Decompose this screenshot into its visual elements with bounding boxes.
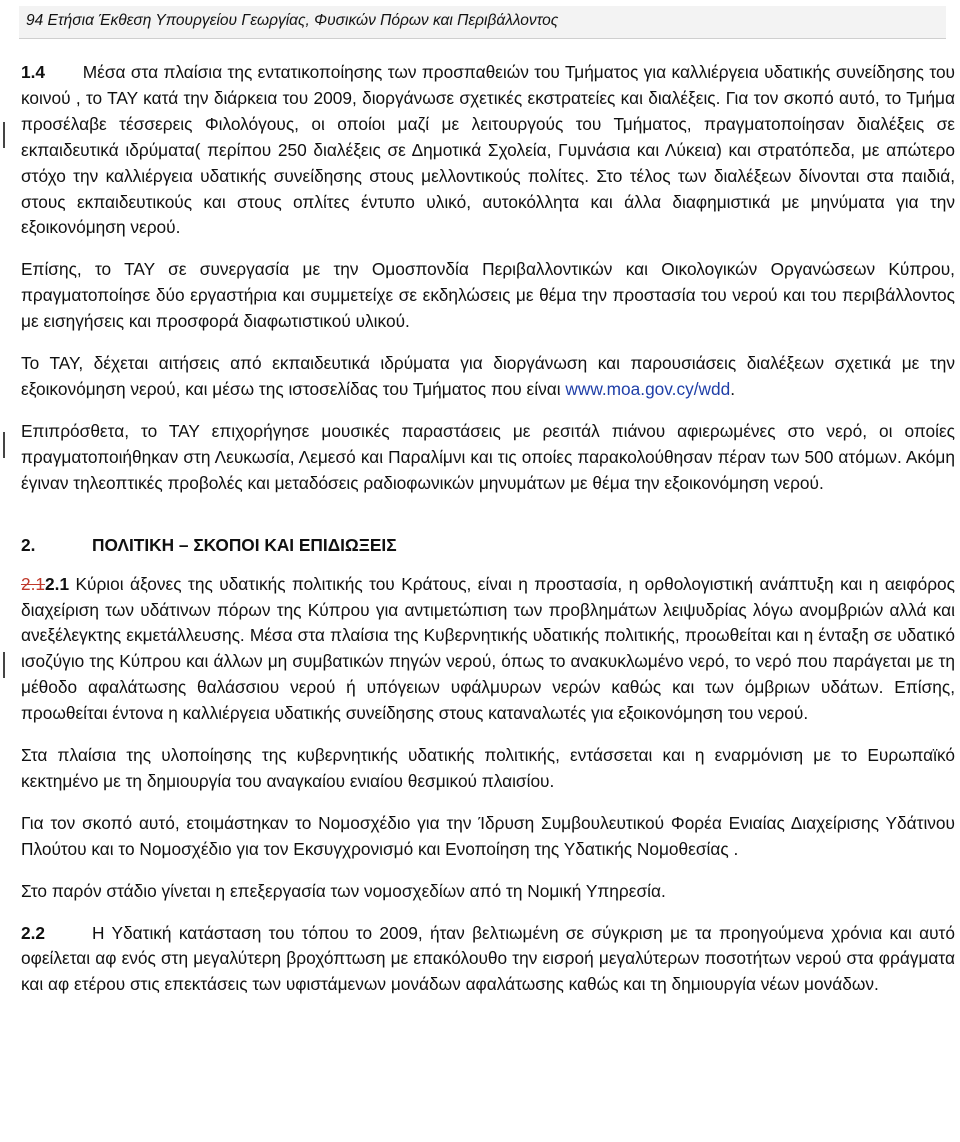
website-link[interactable]: www.moa.gov.cy/wdd — [565, 378, 731, 399]
running-header — [19, 6, 946, 39]
section-1-4-paragraph — [21, 60, 955, 241]
paragraph-text: Το ΤΑΥ, δέχεται αιτήσεις από εκπαιδευτικά ιδρύματα για διοργάνωση και παρουσιάσεις διαλέξεων σχετικά με την εξοικονόμηση νερού, και μέσω της ιστοσελίδας του Τμήματος που είναι — [21, 353, 955, 399]
section-number: 2.2 — [21, 922, 46, 943]
change-bar — [3, 652, 5, 678]
section-2-2-paragraph — [21, 921, 955, 999]
deleted-number: 2.1 — [21, 573, 46, 594]
section-2-1-paragraph — [21, 572, 955, 727]
paragraph-end: . — [730, 378, 736, 399]
section-2-heading — [21, 532, 955, 558]
section-number: 1.4 — [21, 62, 46, 82]
paragraph-concerts: Επιπρόσθετα, το ΤΑΥ επιχορήγησε μουσικές παραστάσεις με ρεσιτάλ πιάνου αφιερωμένες στο νερό, οι οποίες πραγματοποιήθηκαν στη Λευκωσία, Λεμεσό και Παραλίμνι και τις οποίες παρακολούθησαν πέραν των 500 ατόμων. Ακόμη έγιναν τηλεοπτικές προβολές και μεταδόσεις ραδιοφωνικών μηνυμάτων με θέμα την εξοικονόμηση νερού. — [21, 420, 955, 493]
section-number: 2. — [21, 534, 36, 555]
paragraph-cooperation: Επίσης, το ΤΑΥ σε συνεργασία με την Ομοσπονδία Περιβαλλοντικών και Οικολογικών Οργανώσεων Κύπρου, πραγματοποίησε δύο εργαστήρια και συμμετείχε σε εκδηλώσεις με θέμα την προστασία του νερού και του περιβάλλοντος με εισηγήσεις και προσφορά διαφωτιστικού υλικού. — [21, 259, 955, 332]
paragraph-text: Κύριοι άξονες της υδατικής πολιτικής του Κράτους, είναι η προστασία, η ορθολογιστική ανάπτυξη και η αειφόρος διαχείριση των υδάτινων πόρων της Κύπρου για αντιμετώπιση των προβλημάτων λειψυδρίας λόγω ανομβριών αλλά και ανεξέλεγκτης εκμετάλλευσης. Μέσα στα πλαίσια της Κυβερνητικής υδατικής πολιτικής, προωθείται και η ένταξη σε υδατικό ισοζύγιο της Κύπρου και άλλων μη συμβατικών πηγών νερού, όπως το ανακυκλωμένο νερό, το νερό που παράγεται με τη μέθοδο αφαλάτωσης θαλάσσιου νερού ή υπόγειων υφάλμυρων νερών καθώς και των όμβριων υδάτων. Επίσης, προωθείται έντονα η καλλιέργεια υδατικής συνείδησης στους καταναλωτές για εξοικονόμηση του νερού. — [21, 573, 955, 724]
paragraph-bills: Για τον σκοπό αυτό, ετοιμάστηκαν το Νομοσχέδιο για την Ίδρυση Συμβουλευτικού Φορέα Ενιαίας Διαχείρισης Υδάτινου Πλούτου και το Νομοσχέδιο για τον Εκσυγχρονισμό και Ενοποίηση της Υδατικής Νομοθεσίας . — [21, 812, 955, 859]
section-title: ΠΟΛΙΤΙΚΗ – ΣΚΟΠΟΙ ΚΑΙ ΕΠΙΔΙΩΞΕΙΣ — [92, 534, 397, 555]
paragraph-applications — [21, 351, 955, 403]
paragraph-text: Μέσα στα πλαίσια της εντατικοποίησης των προσπαθειών του Τμήματος για καλλιέργεια υδατικής συνείδησης του κοινού , το ΤΑΥ κατά την διάρκεια του 2009, διοργάνωσε σχετικές εκστρατείες και διαλέξεις. Για τον σκοπό αυτό, το Τμήμα προσέλαβε τέσσερεις Φιλολόγους, οι οποίοι μαζί με λειτουργούς του Τμήματος, πραγματοποίησαν διαλέξεις σε εκπαιδευτικά ιδρύματα( περίπου 250 διαλέξεις σε Δημοτικά Σχολεία, Γυμνάσια και Λύκεια) και στρατόπεδα, με απώτερο στόχο την καλλιέργεια υδατικής συνείδησης στους μελλοντικούς πολίτες. Στο τέλος των διαλέξεων δίνονται στα παιδιά, στους εκπαιδευτικούς και στους οπλίτες έντυπο υλικό, αυτοκόλλητα και άλλα διαφημιστικά με μηνύματα για την εξοικονόμηση νερού. — [21, 62, 956, 238]
section-number: 2.1 — [45, 573, 70, 594]
paragraph-text: Η Υδατική κατάσταση του τόπου το 2009, ήταν βελτιωμένη σε σύγκριση με τα προηγούμενα χρόνια και αυτό οφείλεται αφ ενός στη μεγαλύτερη βροχόπτωση με επακόλουθο την εισροή μεγαλύτερων ποσοτήτων νερού στα φράγματα και αφ ετέρου στις επεκτάσεις των υφιστάμενων μονάδων αφαλάτωσης καθώς και τη δημιουργία νέων μονάδων. — [21, 922, 955, 995]
change-bar — [3, 432, 5, 458]
paragraph-legal-service: Στο παρόν στάδιο γίνεται η επεξεργασία των νομοσχεδίων από τη Νομική Υπηρεσία. — [21, 880, 666, 901]
paragraph-harmonization: Στα πλαίσια της υλοποίησης της κυβερνητικής υδατικής πολιτικής, εντάσσεται και η εναρμόνιση με το Ευρωπαϊκό κεκτημένο με τη δημιουργία του αναγκαίου ενιαίου θεσμικού πλαισίου. — [21, 745, 955, 791]
change-bar — [3, 122, 5, 148]
running-title: 94 Ετήσια Έκθεση Υπουργείου Γεωργίας, Φυσικών Πόρων και Περιβάλλοντος — [26, 12, 559, 29]
document-body — [21, 60, 955, 998]
